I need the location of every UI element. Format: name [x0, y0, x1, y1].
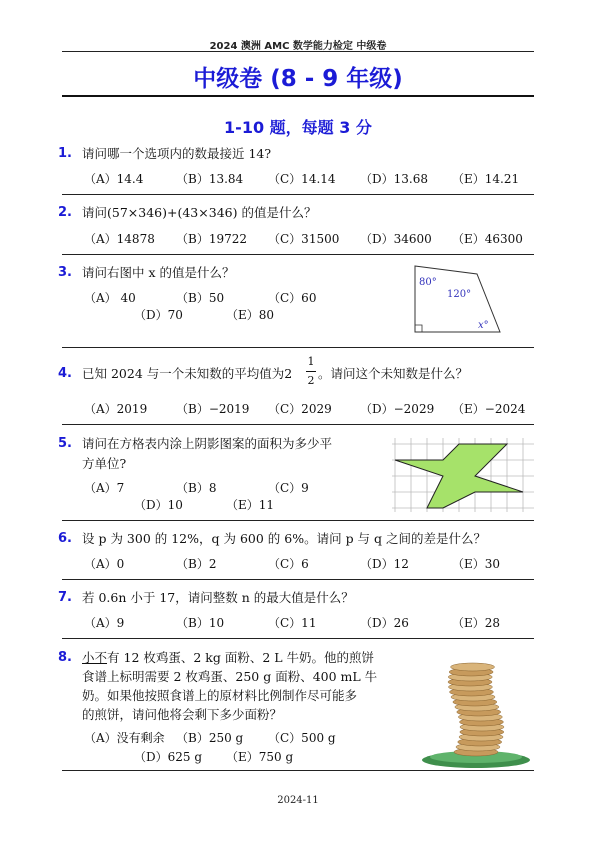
q4-fraction-bar [306, 371, 316, 372]
q5-option-b[interactable]: （B）8 [176, 481, 217, 495]
q2-option-b[interactable]: （B）19722 [176, 232, 247, 246]
pancake [451, 663, 495, 671]
q4-option-a[interactable]: （A）2019 [84, 402, 148, 416]
q2-text-a: 请问 [82, 205, 108, 220]
divider [62, 347, 534, 348]
q2-option-d[interactable]: （D）34600 [360, 232, 432, 246]
q1-option-e[interactable]: （E）14.21 [452, 172, 520, 186]
question-2-text [82, 203, 316, 223]
quadrilateral-figure [405, 262, 505, 338]
question-7-number: 7. [58, 590, 72, 605]
q7-option-c[interactable]: （C）11 [268, 616, 317, 630]
question-7-text: 若 0.6n 小于 17，请问整数 n 的最大值是什么？ [82, 590, 354, 605]
question-3-number: 3. [58, 265, 72, 280]
q2-expression: (57×346)+(43×346) [107, 205, 238, 220]
q6-option-d[interactable]: （D）12 [360, 557, 409, 571]
q4-option-c[interactable]: （C）2029 [268, 402, 332, 416]
angle-80-label: 80° [419, 277, 437, 288]
section-heading: 1-10 题，每题 3 分 [224, 118, 372, 137]
q3-option-e[interactable]: （E）80 [226, 308, 275, 322]
divider [62, 424, 534, 425]
question-3-text: 请问右图中 x 的值是什么？ [82, 265, 235, 280]
q1-option-d[interactable]: （D）13.68 [360, 172, 428, 186]
q6-option-b[interactable]: （B）2 [176, 557, 217, 571]
q8-option-d[interactable]: （D）625 g [134, 750, 203, 764]
question-6-number: 6. [58, 531, 72, 546]
divider [62, 254, 534, 255]
shaded-grid-figure [392, 438, 534, 512]
divider [62, 579, 534, 580]
divider [62, 520, 534, 521]
divider [62, 770, 534, 771]
question-8-line-4: 的煎饼，请问他将会剩下多少面粉？ [82, 707, 283, 722]
question-8-line-1 [82, 648, 374, 668]
question-4-text-a: 已知 2024 与一个未知数的平均值为2 [82, 366, 293, 381]
q7-option-e[interactable]: （E）28 [452, 616, 501, 630]
angle-x-label: x° [478, 320, 489, 331]
question-8-number: 8. [58, 650, 72, 665]
title-rule [62, 95, 534, 97]
q1-option-c[interactable]: （C）14.14 [268, 172, 336, 186]
question-8-line-3: 奶。如果他按照食谱上的原材料比例制作尽可能多 [82, 688, 358, 703]
q7-option-a[interactable]: （A）9 [84, 616, 125, 630]
q7-option-d[interactable]: （D）26 [360, 616, 409, 630]
q3-option-d[interactable]: （D）70 [134, 308, 183, 322]
question-8-line-2: 食谱上标明需要 2 枚鸡蛋、250 g 面粉、400 mL 牛 [82, 669, 378, 684]
question-5-line-1: 请问在方格表内涂上阴影图案的面积为多少平 [82, 436, 333, 451]
q3-option-b[interactable]: （B）50 [176, 291, 225, 305]
q3-option-c[interactable]: （C）60 [268, 291, 317, 305]
q6-option-c[interactable]: （C）6 [268, 557, 309, 571]
pancake-stack-icon [420, 652, 534, 772]
q4-option-b[interactable]: （B）−2019 [176, 402, 250, 416]
page-header: 2024 澳洲 AMC 数学能力检定 中级卷 [209, 41, 387, 52]
question-6-text: 设 p 为 300 的 12%，q 为 600 的 6%。请问 p 与 q 之间的差是什么？ [82, 531, 486, 546]
question-5-number: 5. [58, 436, 72, 451]
q5-option-c[interactable]: （C）9 [268, 481, 309, 495]
q5-option-e[interactable]: （E）11 [226, 498, 275, 512]
q8-option-e[interactable]: （E）750 g [226, 750, 294, 764]
q4-option-e[interactable]: （E）−2024 [452, 402, 526, 416]
question-4-text-b: 。请问这个未知数是什么？ [318, 366, 469, 381]
q3-option-a[interactable]: （A） 40 [84, 291, 136, 305]
q5-option-a[interactable]: （A）7 [84, 481, 125, 495]
divider [62, 194, 534, 195]
q1-option-b[interactable]: （B）13.84 [176, 172, 244, 186]
q2-option-a[interactable]: （A）14878 [84, 232, 155, 246]
q6-option-a[interactable]: （A）0 [84, 557, 125, 571]
q8-option-c[interactable]: （C）500 g [268, 731, 336, 745]
q6-option-e[interactable]: （E）30 [452, 557, 501, 571]
question-5-line-2: 方单位? [82, 456, 127, 471]
question-1-text: 请问哪一个选项内的数最接近 14? [82, 146, 272, 161]
angle-120-label: 120° [447, 289, 472, 300]
question-2-number: 2. [58, 205, 72, 220]
q4-fraction-numerator: 1 [307, 355, 315, 368]
q2-option-e[interactable]: （E）46300 [452, 232, 523, 246]
q4-option-d[interactable]: （D）−2029 [360, 402, 435, 416]
q7-option-b[interactable]: （B）10 [176, 616, 225, 630]
question-1-number: 1. [58, 146, 72, 161]
q2-option-c[interactable]: （C）31500 [268, 232, 340, 246]
q8-option-a[interactable]: （A）没有剩余 [84, 731, 165, 745]
q8-option-b[interactable]: （B）250 g [176, 731, 244, 745]
page-title: 中级卷 (8 - 9 年级) [193, 66, 403, 92]
q1-option-a[interactable]: （A）14.4 [84, 172, 144, 186]
q2-text-b: 的值是什么？ [241, 205, 317, 220]
divider [62, 638, 534, 639]
header-rule [62, 51, 534, 52]
page-footer: 2024-11 [277, 795, 319, 806]
q8-person-name: 小不 [82, 650, 108, 665]
q8-line-1-text: 有 12 枚鸡蛋、2 kg 面粉、2 L 牛奶。他的煎饼 [107, 650, 375, 665]
question-4-number: 4. [58, 366, 72, 381]
q4-fraction-denominator: 2 [307, 374, 315, 387]
q5-option-d[interactable]: （D）10 [134, 498, 183, 512]
